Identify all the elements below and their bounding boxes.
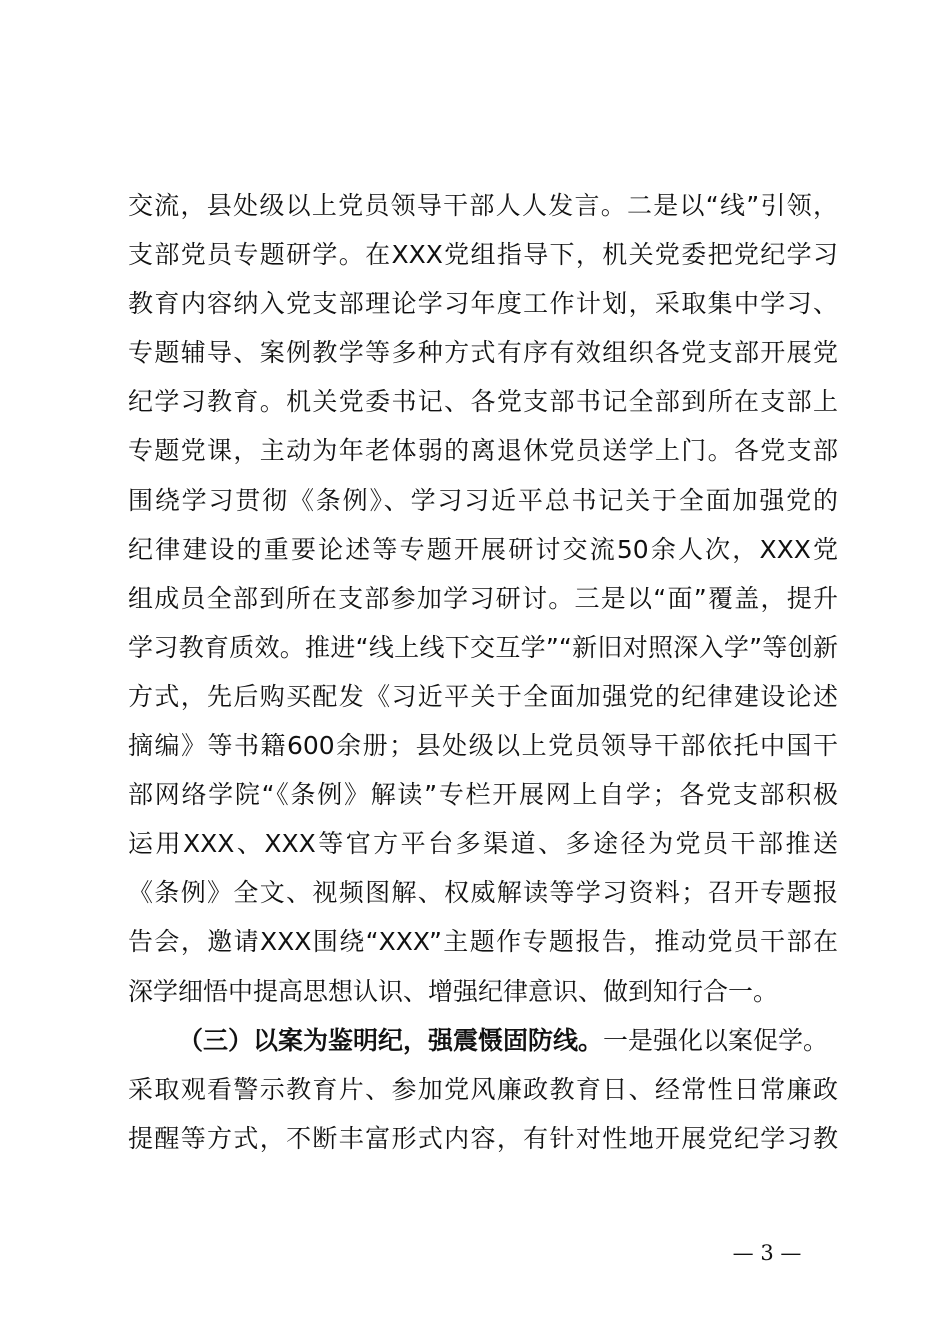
section-heading-rest: 一是强化以案促学。 (603, 1025, 829, 1055)
text-line: 支部党员专题研学。在XXX党组指导下，机关党委把党纪学习 (128, 240, 838, 270)
text-line: 方式，先后购买配发《习近平关于全面加强党的纪律建设论述 (128, 681, 838, 711)
page-number: — 3 — (732, 1241, 802, 1265)
text-line: 运用XXX、XXX等官方平台多渠道、多途径为党员干部推送 (128, 829, 838, 859)
text-line-paragraph-end: 深学细悟中提高思想认识、增强纪律意识、做到知行合一。 (128, 976, 779, 1006)
section-heading: （三）以案为鉴明纪，强震慑固防线。 (178, 1025, 604, 1055)
body-text (128, 181, 838, 1163)
text-line: 组成员全部到所在支部参加学习研讨。三是以“面”覆盖，提升 (128, 583, 838, 613)
text-line: 围绕学习贯彻《条例》、学习习近平总书记关于全面加强党的 (128, 485, 838, 515)
text-line: 交流，县处级以上党员领导干部人人发言。二是以“线”引领， (128, 191, 838, 220)
text-line: 专题辅导、案例教学等多种方式有序有效组织各党支部开展党 (128, 338, 838, 368)
text-line: 教育内容纳入党支部理论学习年度工作计划，采取集中学习、 (128, 289, 838, 319)
text-line: 学习教育质效。推进“线上线下交互学”“新旧对照深入学”等创新 (128, 632, 838, 662)
text-line: 纪学习教育。机关党委书记、各党支部书记全部到所在支部上 (128, 387, 838, 417)
text-line: 告会，邀请XXX围绕“XXX”主题作专题报告，推动党员干部在 (128, 927, 838, 957)
text-line: 专题党课，主动为年老体弱的离退休党员送学上门。各党支部 (128, 436, 838, 466)
text-line: 提醒等方式，不断丰富形式内容，有针对性地开展党纪学习教 (128, 1123, 838, 1153)
text-line: 部网络学院“《条例》解读”专栏开展网上自学；各党支部积极 (128, 780, 838, 810)
text-line: 摘编》等书籍600余册；县处级以上党员领导干部依托中国干 (128, 731, 838, 761)
text-line: 纪律建设的重要论述等专题开展研讨交流50余人次，XXX党 (128, 534, 838, 564)
text-line: 《条例》全文、视频图解、权威解读等学习资料；召开专题报 (128, 878, 838, 908)
text-line: 采取观看警示教育片、参加党风廉政教育日、经常性日常廉政 (128, 1074, 838, 1104)
section-heading-line (128, 1016, 838, 1065)
